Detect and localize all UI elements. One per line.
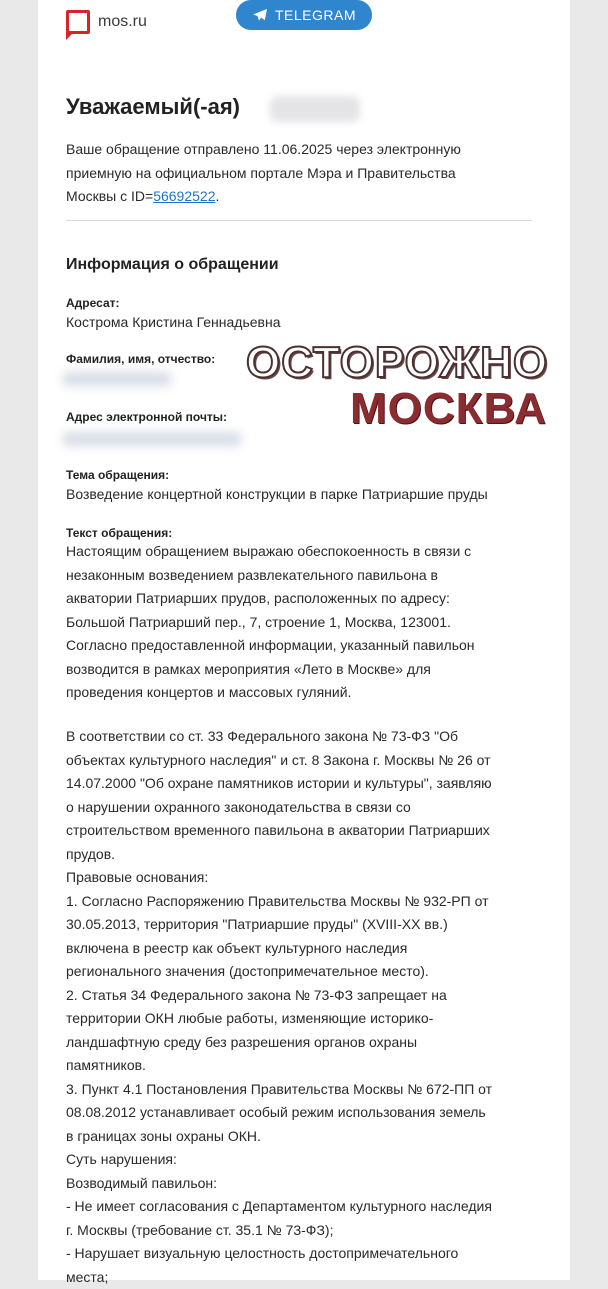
intro-text (66, 138, 461, 209)
text-line: акватории Патриарших прудов, расположенных по адресу: (66, 587, 475, 611)
watermark-line-1: ОСТОРОЖНО (246, 338, 548, 388)
redacted-email (62, 432, 242, 446)
text-line: г. Москвы (требование ст. 35.1 № 73-ФЗ); (66, 1219, 492, 1243)
text-line: В соответствии со ст. 33 Федерального закона № 73-ФЗ "Об (66, 725, 492, 749)
watermark-line-2: МОСКВА (350, 384, 547, 434)
text-line: 2. Статья 34 Федерального закона № 73-ФЗ запрещает на (66, 984, 492, 1008)
intro-line: приемную на официальном портале Мэра и Правительства (66, 162, 461, 186)
redacted-fio (62, 372, 172, 386)
intro-line: Ваше обращение отправлено 11.06.2025 через электронную (66, 138, 461, 162)
text-line: объектах культурного наследия" и ст. 8 Закона г. Москвы № 26 от (66, 749, 492, 773)
text-label: Текст обращения: (66, 526, 172, 540)
text-line: строительством временного павильона в акватории Патриарших (66, 819, 492, 843)
redacted-name (270, 96, 360, 122)
text-line: в границах зоны охраны ОКН. (66, 1125, 492, 1149)
request-text-part-2 (66, 725, 492, 1289)
divider (66, 220, 532, 221)
text-line: 08.08.2012 устанавливает особый режим использования земель (66, 1101, 492, 1125)
logo-text: mos.ru (98, 13, 147, 31)
mos-ru-logo[interactable] (66, 10, 147, 34)
topic-value: Возведение концертной конструкции в парке Патриаршие пруды (66, 486, 488, 502)
topic-label: Тема обращения: (66, 468, 169, 482)
intro-prefix: Москвы с ID= (66, 188, 153, 204)
greeting: Уважаемый(-ая) (66, 94, 240, 120)
text-line: включена в реестр как объект культурного наследия (66, 937, 492, 961)
text-line: 3. Пункт 4.1 Постановления Правительства Москвы № 672-ПП от (66, 1078, 492, 1102)
text-line: о нарушении охранного законодательства в связи со (66, 796, 492, 820)
text-line: возводится в рамках мероприятия «Лето в Москве» для (66, 658, 475, 682)
text-line: Правовые основания: (66, 866, 492, 890)
text-line: ландшафтную среду без разрешения органов охраны (66, 1031, 492, 1055)
text-line: прудов. (66, 843, 492, 867)
text-line: территории ОКН любые работы, изменяющие историко- (66, 1007, 492, 1031)
request-text-part-1 (66, 540, 475, 705)
text-line: Согласно предоставленной информации, указанный павильон (66, 634, 475, 658)
addressee-value: Кострома Кристина Геннадьевна (66, 314, 281, 330)
text-line: места; (66, 1266, 492, 1289)
request-id-link[interactable]: 56692522 (153, 188, 215, 204)
text-line: 1. Согласно Распоряжению Правительства Москвы № 932-РП от (66, 890, 492, 914)
telegram-label: TELEGRAM (275, 7, 356, 23)
text-line: регионального значения (достопримечательное место). (66, 960, 492, 984)
text-line: - Не имеет согласования с Департаментом культурного наследия (66, 1195, 492, 1219)
email-label: Адрес электронной почты: (66, 410, 227, 424)
fio-label: Фамилия, имя, отчество: (66, 352, 215, 366)
text-line: Настоящим обращением выражаю обеспокоенность в связи с (66, 540, 475, 564)
text-line: Возводимый павильон: (66, 1172, 492, 1196)
telegram-icon (252, 8, 268, 22)
addressee-label: Адресат: (66, 296, 120, 310)
text-line: Суть нарушения: (66, 1148, 492, 1172)
telegram-badge[interactable] (236, 0, 372, 30)
text-line: - Нарушает визуальную целостность достопримечательного (66, 1242, 492, 1266)
text-line: проведения концертов и массовых гуляний. (66, 681, 475, 705)
text-line: памятников. (66, 1054, 492, 1078)
intro-suffix: . (215, 188, 219, 204)
text-line: Большой Патриарший пер., 7, строение 1, Москва, 123001. (66, 611, 475, 635)
text-line: 30.05.2013, территория "Патриаршие пруды" (XVIII-XX вв.) (66, 913, 492, 937)
text-line: незаконным возведением развлекательного павильона в (66, 564, 475, 588)
text-line: 14.07.2000 "Об охране памятников истории и культуры", заявляю (66, 772, 492, 796)
mos-ru-logo-icon (66, 10, 90, 34)
intro-line-last (66, 185, 461, 209)
section-title: Информация о обращении (66, 256, 279, 274)
